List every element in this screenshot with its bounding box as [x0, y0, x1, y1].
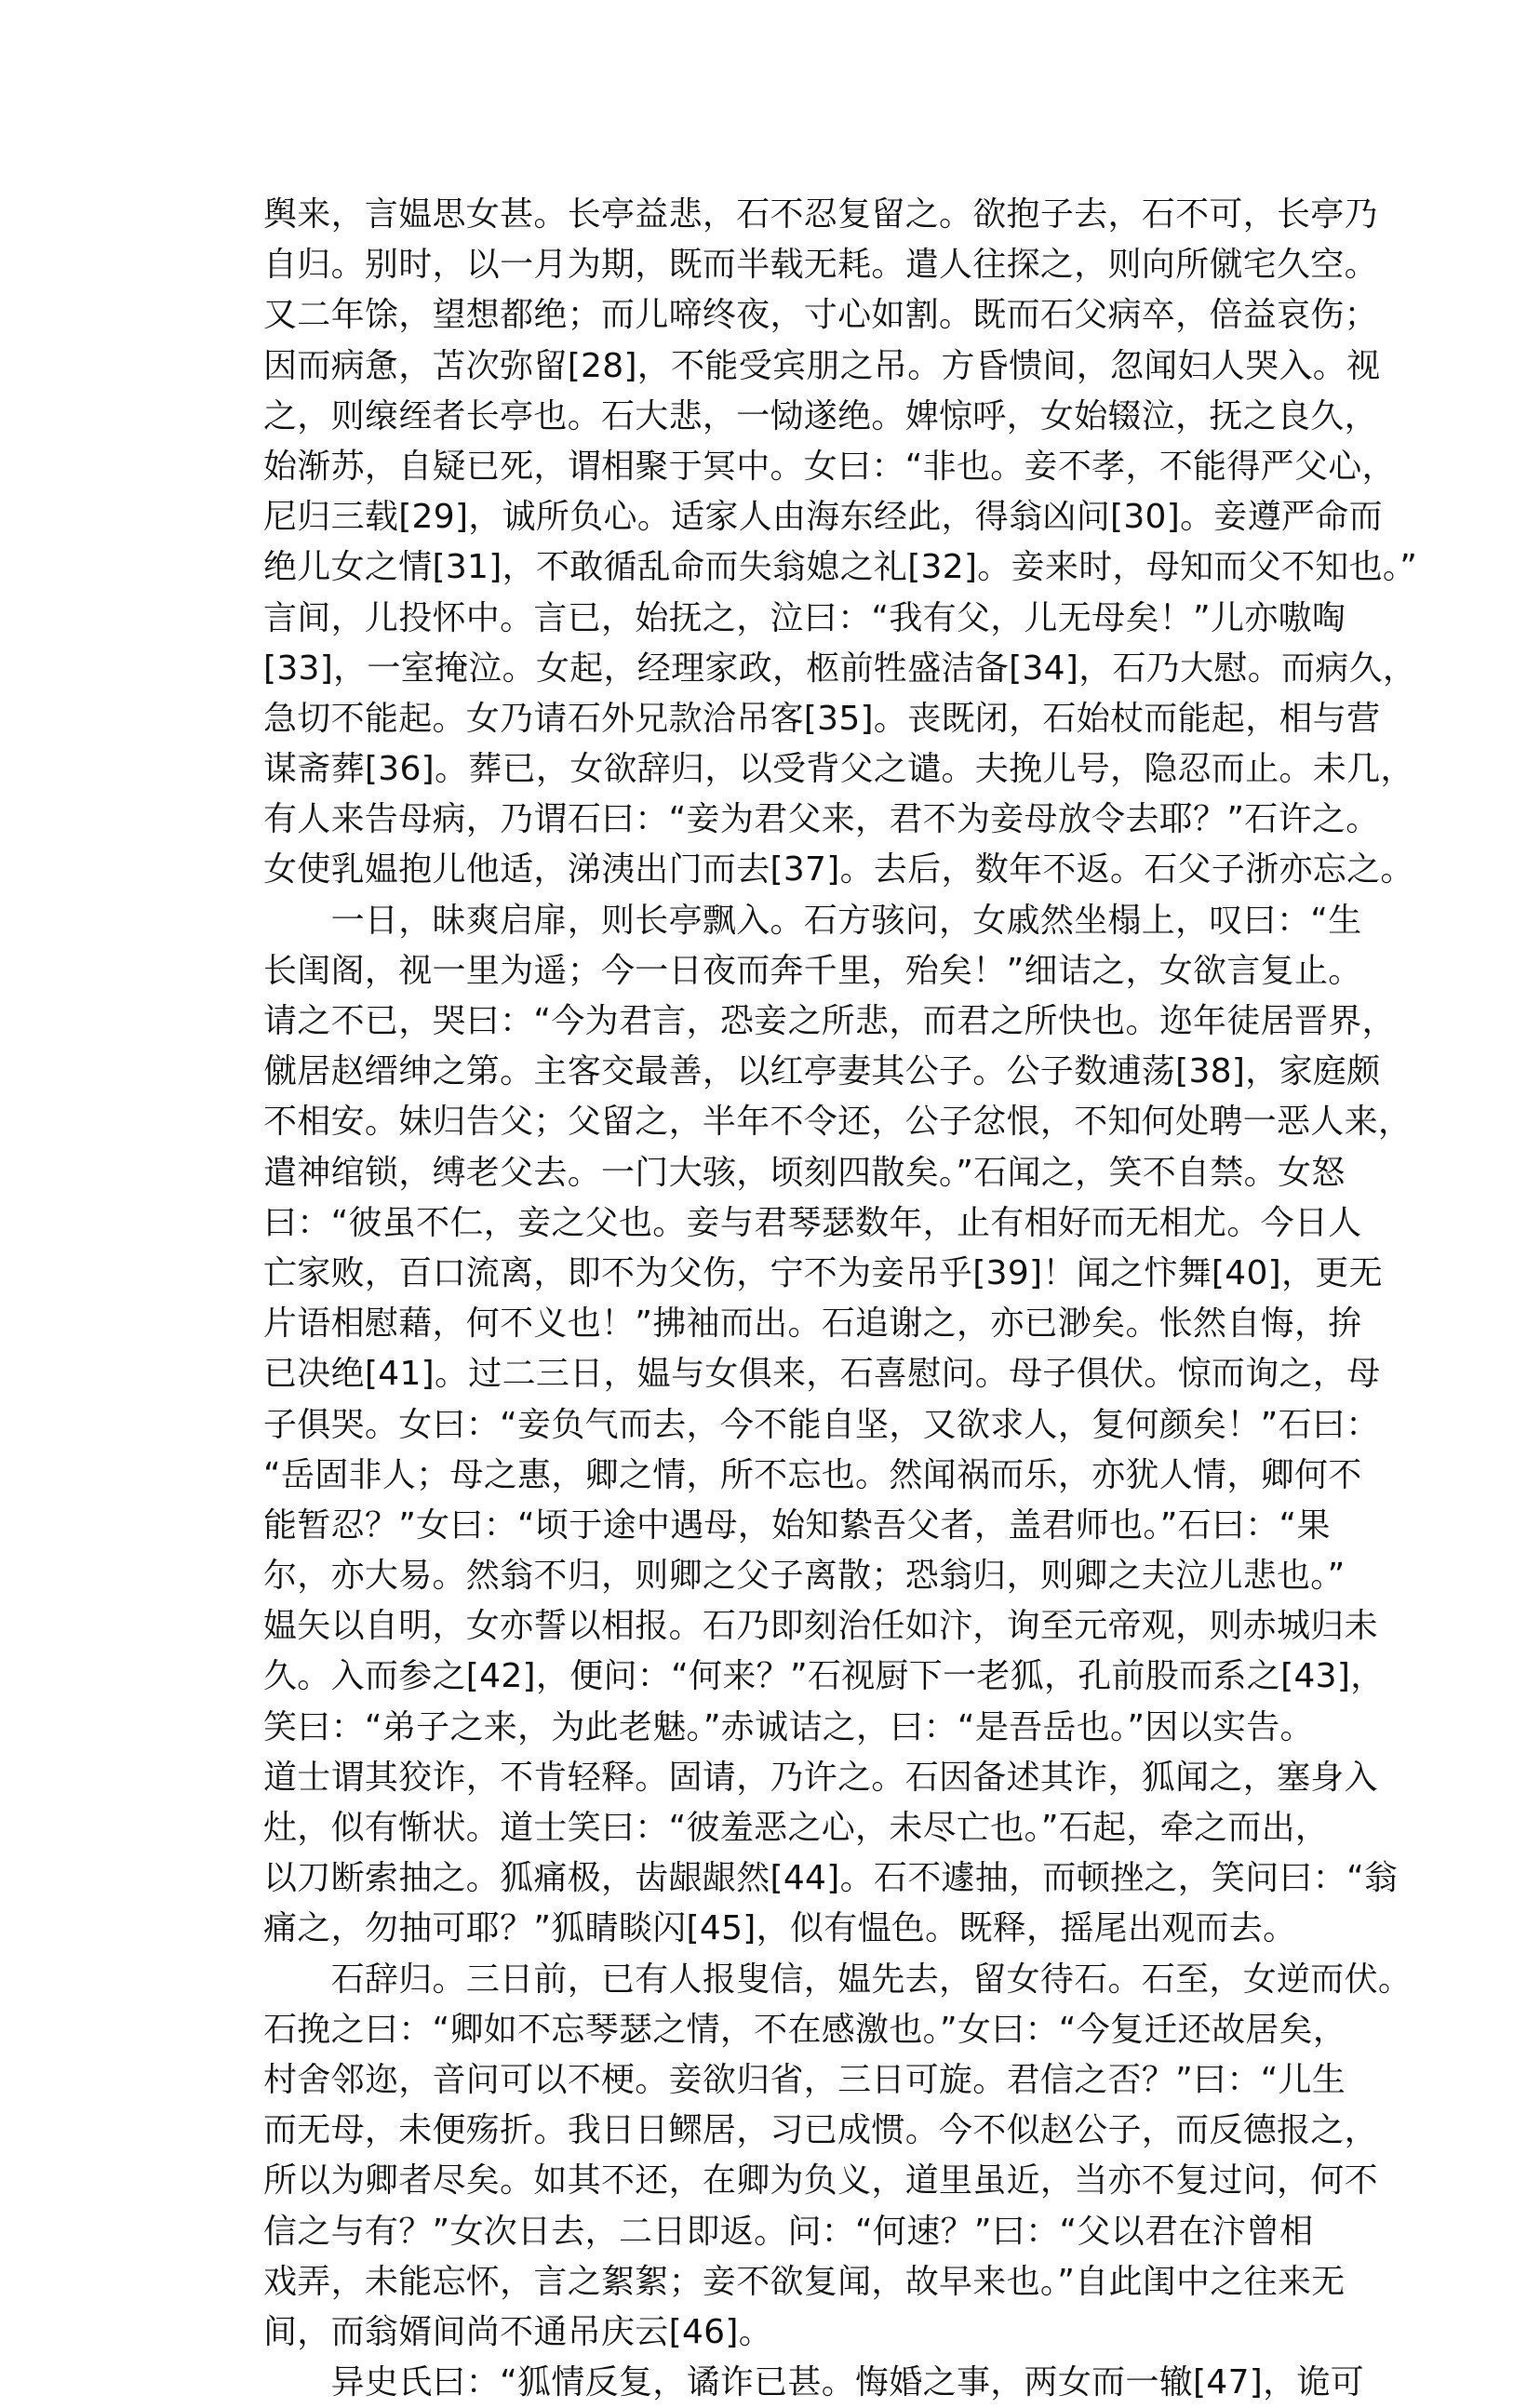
text-line: 急切不能起。女乃请石外兄款洽吊客[35]。丧既闭，石始杖而能起，相与营	[263, 699, 1381, 738]
text-line: “岳固非人；母之惠，卿之情，所不忘也。然闻祸而乐，亦犹人情，卿何不	[263, 1455, 1362, 1494]
text-line: 戏弄，未能忘怀，言之絮絮；妾不欲复闻，故早来也。”自此闺中之往来无	[263, 2262, 1346, 2301]
text-line: 子俱哭。女曰：“妾负气而去，今不能自坚，又欲求人，复何颜矣！”石曰：	[263, 1405, 1380, 1444]
text-line: 石辞归。三日前，已有人报叟信，媪先去，留女待石。石至，女逆而伏。	[263, 1960, 1413, 1999]
text-line: 又二年馀，望想都绝；而儿啼终夜，寸心如割。既而石父病卒，倍益哀伤；	[263, 296, 1378, 335]
text-line: 久。入而参之[42]，便问：“何来？”石视厨下一老狐，孔前股而系之[43]，	[263, 1657, 1385, 1696]
text-line: [33]，一室掩泣。女起，经理家政，柩前牲盛洁备[34]，石乃大慰。而病久，	[263, 649, 1417, 688]
text-line: 石挽之曰：“卿如不忘琴瑟之情，不在感激也。”女曰：“今复迁还故居矣，	[263, 2010, 1347, 2049]
text-line: 言间，儿投怀中。言已，始抚之，泣曰：“我有父，儿无母矣！”儿亦嗷啕	[263, 598, 1346, 637]
text-line: 以刀断索抽之。狐痛极，齿龈龈然[44]。石不遽抽，而顿挫之，笑问曰：“翁	[263, 1859, 1399, 1898]
document-page	[263, 190, 1418, 2408]
text-line: 灶，似有惭状。道士笑曰：“彼羞恶之心，未尽亡也。”石起，牵之而出，	[263, 1809, 1330, 1847]
text-line: 村舍邻迩，音问可以不梗。妾欲归省，三日可旋。君信之否？”曰：“儿生	[263, 2060, 1346, 2099]
text-line: 遣神绾锁，缚老父去。一门大骇，顷刻四散矣。”石闻之，笑不自禁。女怒	[263, 1153, 1346, 1192]
text-line: 能暂忍？”女曰：“顷于途中遇母，始知絷吾父者，盖君师也。”石曰：“果	[263, 1505, 1331, 1545]
text-line: 痛之，勿抽可耶？”狐睛睒闪[45]，似有愠色。既释，摇尾出观而去。	[263, 1909, 1297, 1948]
text-line: 曰：“彼虽不仁，妾之父也。妾与君琴瑟数年，止有相好而无相尤。今日人	[263, 1203, 1362, 1242]
text-line: 信之与有？”女次日去，二日即返。问：“何速？”曰：“父以君在汴曾相	[263, 2212, 1314, 2251]
text-line: 媪矢以自明，女亦誓以相报。石乃即刻治任如汴，询至元帝观，则赤城归未	[263, 1607, 1378, 1646]
text-line: 不相安。妹归告父；父留之，半年不令还，公子忿恨，不知何处聘一恶人来，	[263, 1103, 1413, 1142]
text-line: 因而病惫，苫次弥留[28]，不能受宾朋之吊。方昏愦间，忽闻妇人哭入。视	[263, 346, 1381, 385]
text-line: 已决绝[41]。过二三日，媪与女俱来，石喜慰问。母子俱伏。惊而询之，母	[263, 1355, 1381, 1394]
text-line: 绝儿女之情[31]，不敢循乱命而失翁媳之礼[32]。妾来时，母知而父不知也。”	[263, 548, 1418, 587]
text-line: 所以为卿者尽矣。如其不还，在卿为负义，道里虽近，当亦不复过问，何不	[263, 2161, 1378, 2201]
text-line: 尼归三载[29]，诚所负心。适家人由海东经此，得翁凶问[30]。妾遵严命而	[263, 498, 1383, 537]
text-line: 笑曰：“弟子之来，为此老魅。”赤诚诘之，曰：“是吾岳也。”因以实告。	[263, 1707, 1314, 1746]
text-line: 道士谓其狡诈，不肯轻释。固请，乃许之。石因备述其诈，狐闻之，塞身入	[263, 1758, 1378, 1797]
text-line: 而无母，未便殇折。我日日鳏居，习已成惯。今不似赵公子，而反德报之，	[263, 2111, 1378, 2150]
text-line: 有人来告母病，乃谓石曰：“妾为君父来，君不为妾母放令去耶？”石许之。	[263, 800, 1380, 839]
text-line: 始渐苏，自疑已死，谓相聚于冥中。女曰：“非也。妾不孝，不能得严父心，	[263, 447, 1396, 486]
text-line: 亡家败，百口流离，即不为父伤，宁不为妾吊乎[39]！闻之忭舞[40]，更无	[263, 1253, 1383, 1292]
text-line: 僦居赵缙绅之第。主客交最善，以红亭妻其公子。公子数逋荡[38]，家庭颇	[263, 1052, 1381, 1091]
text-line: 异史氏曰：“狐情反复，谲诈已甚。悔婚之事，两女而一辙[47]，诡可	[263, 2363, 1365, 2402]
text-line: 请之不已，哭曰：“今为君言，恐妾之所悲，而君之所快也。迩年徒居晋界，	[263, 1002, 1396, 1040]
text-line: 舆来，言媪思女甚。长亭益悲，石不忍复留之。欲抱子去，石不可，长亭乃	[263, 195, 1378, 234]
text-line: 片语相慰藉，何不义也！”拂袖而出。石追谢之，亦已渺矣。怅然自悔，拚	[263, 1304, 1362, 1344]
text-line: 谋斋葬[36]。葬已，女欲辞归，以受背父之谴。夫挽儿号，隐忍而止。未几，	[263, 750, 1414, 789]
text-line: 女使乳媪抱儿他适，涕洟出门而去[37]。去后，数年不返。石父子浙亦忘之。	[263, 850, 1414, 890]
text-line: 间，而翁婿间尚不通吊庆云[46]。	[263, 2312, 772, 2351]
text-line: 之，则缞绖者长亭也。石大悲，一恸遂绝。婢惊呼，女始辍泣，抚之良久，	[263, 396, 1378, 435]
text-line: 一日，昧爽启扉，则长亭飘入。石方骇问，女戚然坐榻上，叹曰：“生	[263, 901, 1362, 940]
text-line: 自归。别时，以一月为期，既而半载无耗。遣人往探之，则向所僦宅久空。	[263, 246, 1378, 285]
text-line: 长闺阁，视一里为遥；今一日夜而奔千里，殆矣！”细诘之，女欲言复止。	[263, 951, 1362, 990]
text-line: 尔，亦大易。然翁不归，则卿之父子离散；恐翁归，则卿之夫泣儿悲也。”	[263, 1557, 1346, 1596]
